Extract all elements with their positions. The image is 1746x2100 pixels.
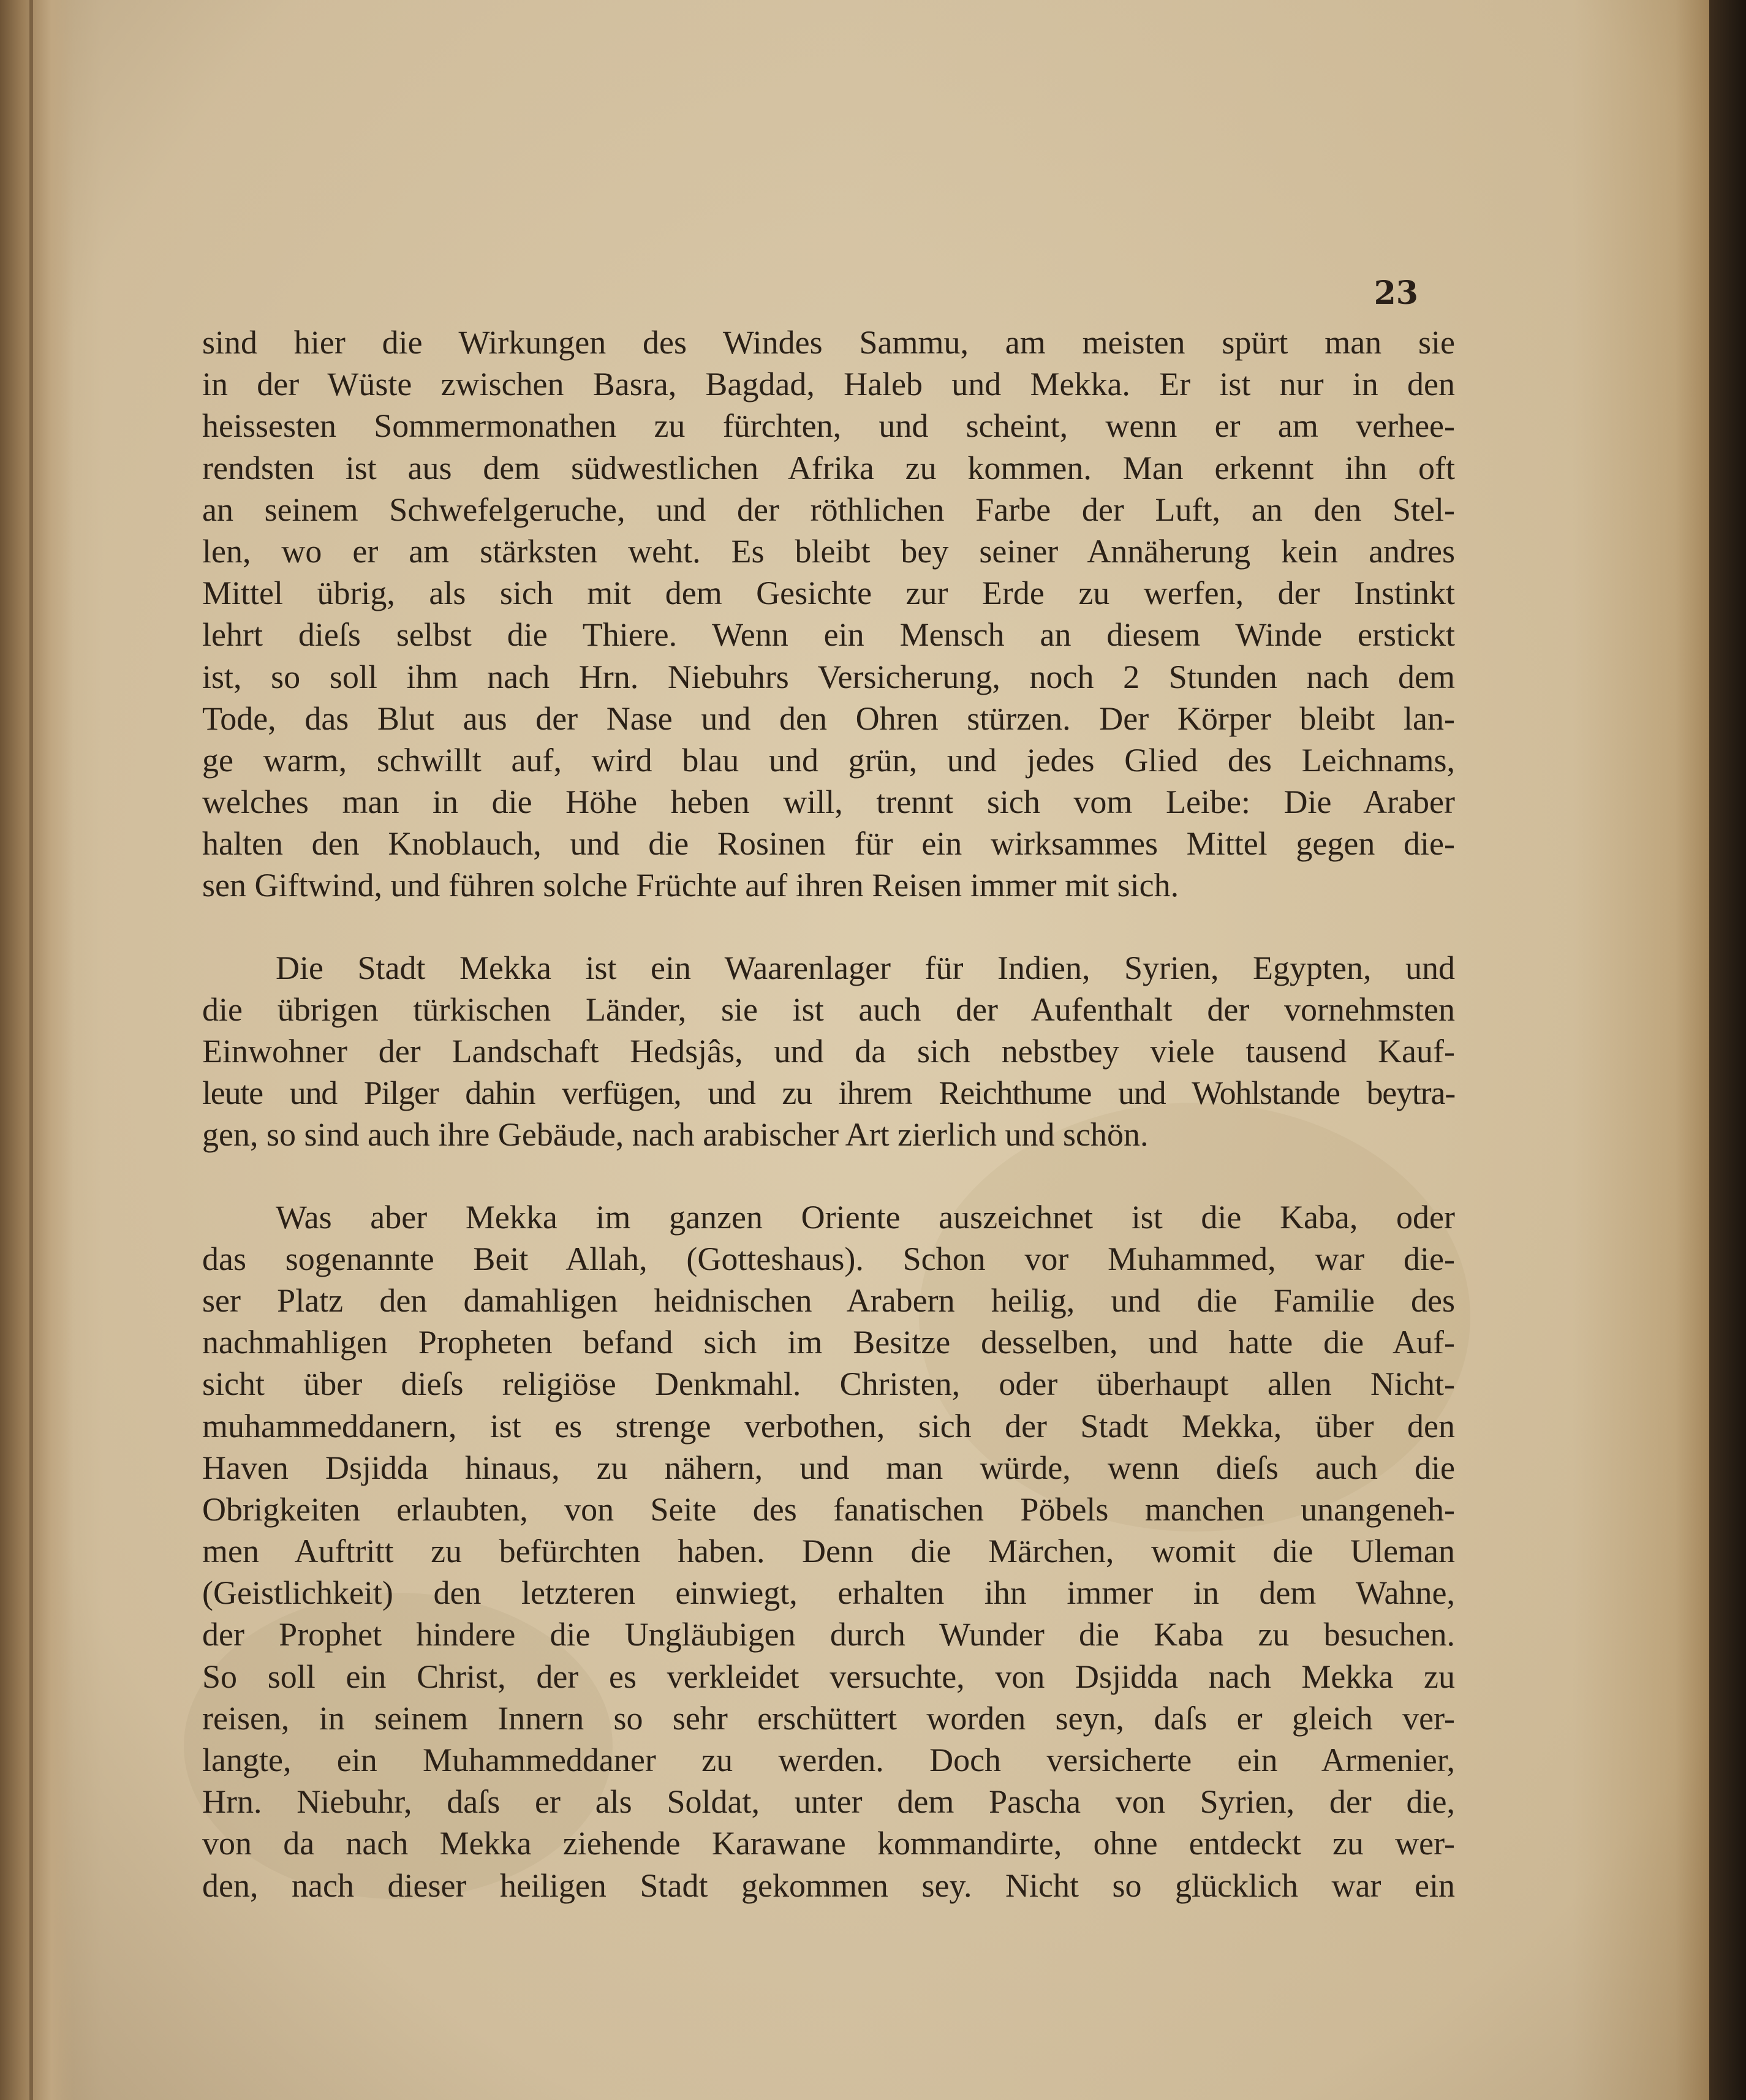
text-line: So soll ein Christ, der es verkleidet versuchte, von Dsjidda nach Mekka zu [202, 1658, 1455, 1695]
text-line: langte, ein Muhammeddaner zu werden. Doch versicherte ein Armenier, [202, 1742, 1455, 1778]
page-number: 23 [1374, 274, 1418, 312]
text-line: Was aber Mekka im ganzen Oriente auszeichnet ist die Kaba, oder [276, 1198, 1455, 1236]
paragraph-3 [202, 1196, 1455, 1906]
paragraph-1 [202, 322, 1455, 907]
text-line: reisen, in seinem Innern so sehr erschüttert worden seyn, daſs er gleich ver- [202, 1699, 1455, 1737]
text-line: (Geistlichkeit) den letzteren einwiegt, erhalten ihn immer in dem Wahne, [202, 1574, 1455, 1612]
text-line: sicht über dieſs religiöse Denkmahl. Christen, oder überhaupt allen Nicht- [202, 1365, 1455, 1403]
text-line: der Prophet hindere die Ungläubigen durch Wunder die Kaba zu besuchen. [202, 1616, 1455, 1653]
text-line: Einwohner der Landschaft Hedsjâs, und da sich nebstbey viele tausend Kauf- [202, 1033, 1455, 1070]
text-line: den, nach dieser heiligen Stadt gekommen sey. Nicht so glücklich war ein [202, 1867, 1455, 1904]
text-line: Haven Dsjidda hinaus, zu nähern, und man würde, wenn dieſs auch die [202, 1449, 1455, 1486]
text-line: ge warm, schwillt auf, wird blau und grün, und jedes Glied des Leichnams, [202, 741, 1455, 779]
text-line: die übrigen türkischen Länder, sie ist auch der Aufenthalt der vornehmsten [202, 991, 1455, 1028]
text-line: in der Wüste zwischen Basra, Bagdad, Haleb und Mekka. Er ist nur in den [202, 366, 1455, 403]
text-line: an seinem Schwefelgeruche, und der röthlichen Farbe der Luft, an den Stel- [202, 491, 1455, 528]
text-line: ser Platz den damahligen heidnischen Arabern heilig, und die Familie des [202, 1282, 1455, 1319]
text-line: rendsten ist aus dem südwestlichen Afrika zu kommen. Man erkennt ihn oft [202, 449, 1455, 486]
scan-background-edge [1709, 0, 1746, 2100]
body-text [202, 322, 1455, 1906]
paragraph-2 [202, 947, 1455, 1156]
text-line: von da nach Mekka ziehende Karawane kommandirte, ohne entdeckt zu wer- [202, 1825, 1455, 1862]
text-line: ist, so soll ihm nach Hrn. Niebuhrs Versicherung, noch 2 Stunden nach dem [202, 658, 1455, 695]
text-line: leute und Pilger dahin verfügen, und zu ihrem Reichthume und Wohlstande beytra- [202, 1075, 1455, 1112]
text-line: Hrn. Niebuhr, daſs er als Soldat, unter dem Pascha von Syrien, der die, [202, 1783, 1455, 1821]
text-line: muhammeddanern, ist es strenge verbothen, sich der Stadt Mekka, über den [202, 1407, 1455, 1445]
text-line: len, wo er am stärksten weht. Es bleibt bey seiner Annäherung kein andres [202, 532, 1455, 570]
text-line: welches man in die Höhe heben will, trennt sich vom Leibe: Die Araber [202, 784, 1455, 821]
text-line: Obrigkeiten erlaubten, von Seite des fanatischen Pöbels manchen unangeneh- [202, 1490, 1455, 1528]
text-line: sind hier die Wirkungen des Windes Sammu, am meisten spürt man sie [202, 324, 1455, 361]
text-line: sen Giftwind, und führen solche Früchte auf ihren Reisen immer mit sich. [202, 867, 1179, 904]
text-line: lehrt dieſs selbst die Thiere. Wenn ein Mensch an diesem Winde erstickt [202, 616, 1455, 654]
text-line: Tode, das Blut aus der Nase und den Ohren stürzen. Der Körper bleibt lan- [202, 700, 1455, 737]
text-line: Die Stadt Mekka ist ein Waarenlager für Indien, Syrien, Egypten, und [276, 949, 1455, 986]
text-line: men Auftritt zu befürchten haben. Denn die Märchen, womit die Uleman [202, 1533, 1455, 1570]
text-line: Mittel übrig, als sich mit dem Gesichte zur Erde zu werfen, der Instinkt [202, 575, 1455, 612]
book-gutter [0, 0, 74, 2100]
text-line: das sogenannte Beit Allah, (Gotteshaus). Schon vor Muhammed, war die- [202, 1240, 1455, 1277]
text-line: nachmahligen Propheten befand sich im Besitze desselben, und hatte die Auf- [202, 1324, 1455, 1361]
text-line: halten den Knoblauch, und die Rosinen für ein wirksammes Mittel gegen die- [202, 825, 1455, 863]
text-line: heissesten Sommermonathen zu fürchten, und scheint, wenn er am verhee- [202, 407, 1455, 445]
text-line: gen, so sind auch ihre Gebäude, nach arabischer Art zierlich und schön. [202, 1116, 1149, 1154]
gutter-fold-line [29, 0, 33, 2100]
